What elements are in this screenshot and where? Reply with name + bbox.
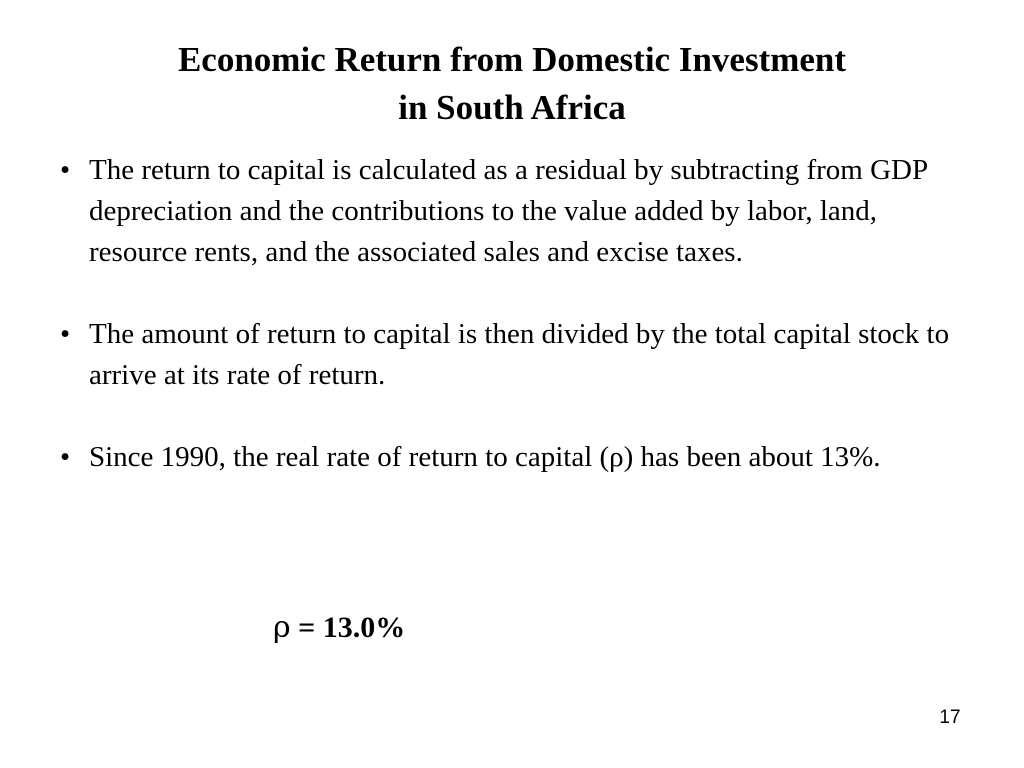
title-line-2: in South Africa [398, 88, 626, 127]
slide-title [0, 36, 1024, 132]
bullet-text: The return to capital is calculated as a residual by subtracting from GDP depreciation and the contributions to the value added by labor, land, resource rents, and the associated sales and excise taxes. [89, 154, 928, 268]
title-line-1: Economic Return from Domestic Investment [177, 40, 847, 79]
formula-value: = 13.0% [290, 611, 406, 644]
bullet-list [60, 150, 970, 519]
bullet-marker: • [60, 154, 71, 186]
bullet-item-rate-since-1990 [60, 437, 970, 478]
bullet-marker: • [60, 318, 71, 350]
bullet-marker: • [60, 441, 71, 473]
rho-symbol: ρ [273, 610, 291, 645]
bullet-text: Since 1990, the real rate of return to capital (ρ) has been about 13%. [89, 441, 881, 473]
bullet-item-capital-stock [60, 314, 970, 396]
page-number: 17 [939, 707, 961, 728]
bullet-text: The amount of return to capital is then divided by the total capital stock to arrive at its rate of return. [89, 318, 950, 391]
bullet-item-residual [60, 150, 970, 273]
rate-of-return-formula [273, 608, 405, 648]
